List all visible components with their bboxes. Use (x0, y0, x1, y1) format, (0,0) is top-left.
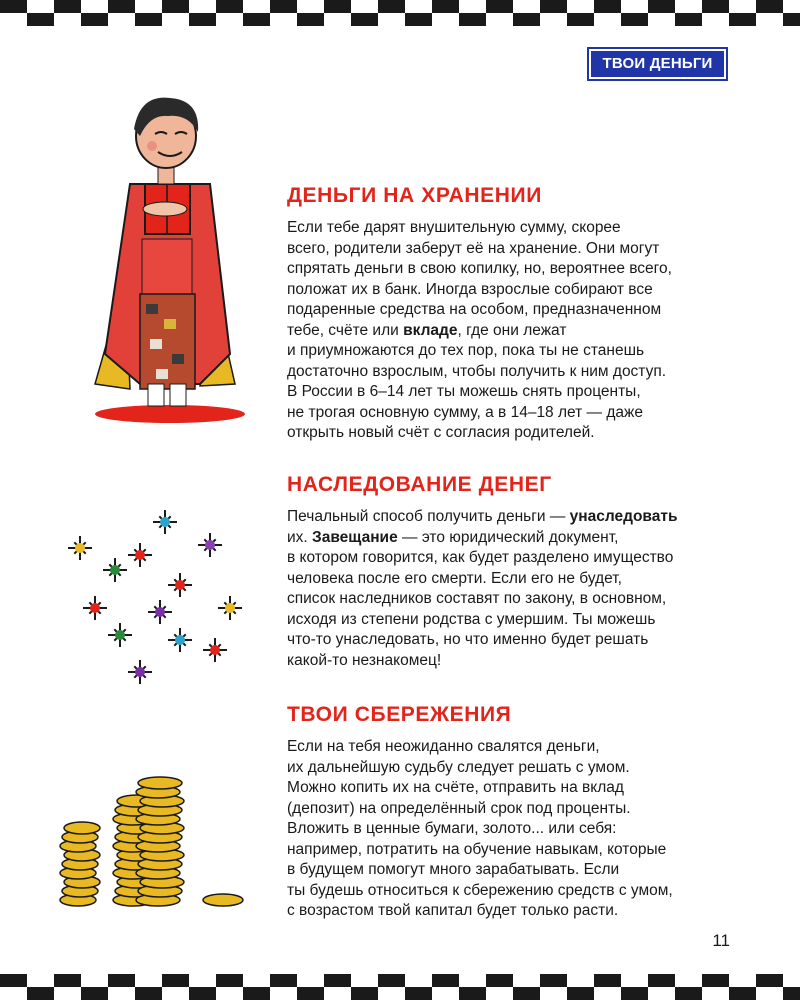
bottom-checker-border (0, 974, 800, 1000)
star-icon (168, 628, 192, 652)
star-icon (68, 536, 92, 560)
colorful-stars-illustration (60, 500, 250, 700)
section-title: НАСЛЕДОВАНИЕ ДЕНЕГ (287, 473, 552, 496)
star-icon (128, 543, 152, 567)
coin-icon (203, 894, 243, 906)
body-text: Если на тебя неожиданно свалятся деньги, их дальнейшую судьбу следует решать с умом. Можно копить их на счёте, отправить на вклад (депозит) на определённый срок под проценты. Вложить в ценные бумаги, золото... или себя: например, потратить на обучение навыкам, которые в будущем помогут много зарабатывать. Если ты будешь относиться к сбережению средств с умом, с возрастом твой капитал будет только расти. (287, 738, 673, 919)
body-text: их. (287, 528, 308, 546)
coin-stacks-illustration (55, 775, 255, 915)
section-body (287, 507, 727, 671)
body-text: — это юридический документ, в котором говорится, как будет разделено имущество человека после его смерти. Если его не будет, список наследников составят по закону, в основном, исходя из степени родства с умершим. Ты можешь что-то унаследовать, но что именно будет решать какой-то незнакомец! (287, 528, 674, 669)
star-icon (218, 596, 242, 620)
star-icon (103, 558, 127, 582)
section-inheritance (287, 472, 727, 671)
coin-icon (138, 777, 182, 789)
top-checker-border (0, 0, 800, 26)
chapter-badge: ТВОИ ДЕНЬГИ (589, 49, 726, 79)
star-icon (203, 638, 227, 662)
body-text: Печальный способ получить деньги — (287, 508, 570, 525)
body-text: Если тебе дарят внушительную сумму, скорее всего, родители заберут её на хранение. Они могут спрятать деньги в свою копилку, но, вероятнее всего, положат их в банк. Иногда взрослые собирают все подаренные средства на особом, предназначенном тебе, счёте или (287, 219, 672, 339)
section-savings-storage (287, 183, 727, 444)
section-title: ТВОИ СБЕРЕЖЕНИЯ (287, 703, 512, 726)
boy-holding-gift-illustration (60, 84, 275, 429)
star-icon (83, 596, 107, 620)
term-highlight: унаследовать (569, 508, 678, 525)
star-icon (153, 510, 177, 534)
page-number: 11 (712, 931, 730, 950)
section-body (287, 737, 727, 922)
term-highlight: вкладе (403, 321, 458, 339)
star-icon (198, 533, 222, 557)
section-your-savings (287, 702, 727, 922)
coin-icon (64, 822, 100, 834)
star-icon (168, 573, 192, 597)
star-icon (128, 660, 152, 684)
term-highlight: Завещание (312, 528, 398, 546)
star-icon (148, 600, 172, 624)
section-body (287, 218, 727, 444)
star-icon (108, 623, 132, 647)
body-text: , где они лежат и приумножаются до тех пор, пока ты не станешь достаточно взрослым, чтобы получить к ним доступ. В России в 6–14 лет ты можешь снять проценты, не трогая основную сумму, а в 14–18 лет — даже открыть новый счёт с согласия родителей. (287, 321, 667, 441)
section-title: ДЕНЬГИ НА ХРАНЕНИИ (287, 184, 542, 207)
